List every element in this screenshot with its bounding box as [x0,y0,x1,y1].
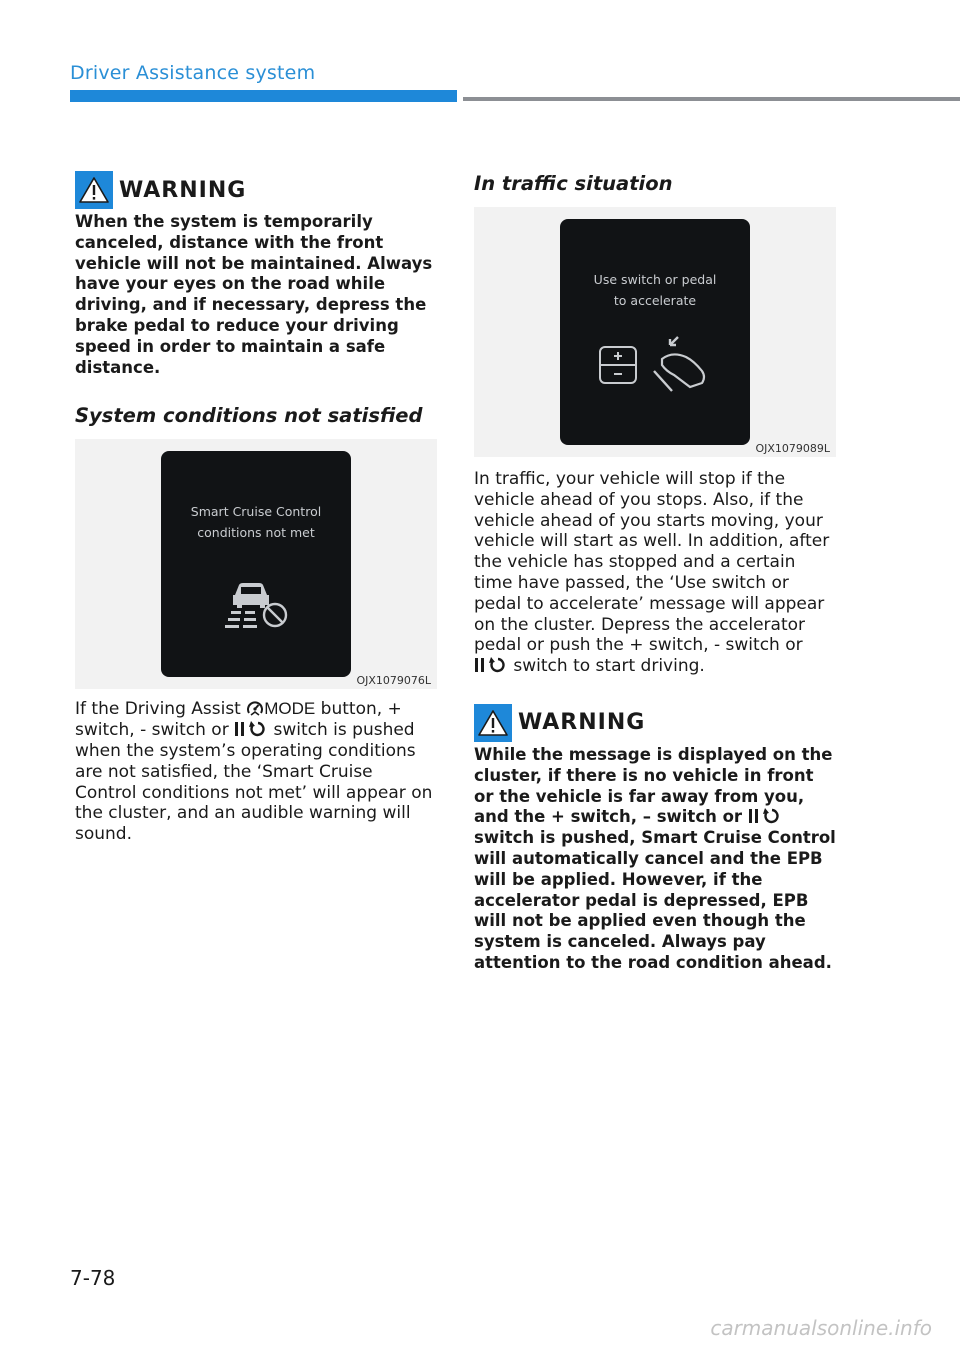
cluster-figure-conditions [75,439,437,689]
warning-triangle-icon [474,704,512,742]
body-text-part: switch is pushed when the system’s operating conditions are not satisfied, the ‘Smart Cruise Control conditions not met’ will appear on the cluster, and an audible warning will sound. [75,720,433,845]
header-title: Driver Assistance system [70,62,316,84]
conditions-body-text [75,699,437,845]
warning-label: WARNING [119,177,247,203]
warning-label: WARNING [518,710,646,736]
cluster-figure-traffic [474,207,836,457]
page-number: 7-78 [70,1266,116,1290]
warning-triangle-icon [75,171,113,209]
section-title-traffic: In traffic situation [474,172,673,195]
cluster-message: Use switch or pedal to accelerate [593,272,717,308]
warning-text-part: While the message is displayed on the cluster, if there is no vehicle in front or the vehicle is far away from you, and the + switch, – switch or [474,744,833,827]
switch-icon [598,345,638,385]
warning-text-part: switch is pushed, Smart Cruise Control will automatically cancel and the EPB will be applied. However, if the accelerator pedal is depressed, EPB will not be applied even though the system is canceled. Always pay attention to the road condition ahead. [474,828,836,972]
watermark: carmanualsonline.info [710,1316,932,1340]
body-text-part: button, + switch, - switch or [75,699,402,741]
resume-switch-icon [474,656,508,674]
cluster-screen [560,219,750,445]
cluster-screen [161,451,351,677]
resume-switch-icon [748,807,782,825]
warning-header [474,703,836,743]
cluster-message: Smart Cruise Control conditions not met [190,504,322,541]
mode-button-label: MODE [264,699,316,719]
left-column [75,170,437,845]
body-text-part: switch to start driving. [508,656,705,677]
figure-code: OJX1079076L [356,674,431,688]
accelerator-pedal-icon [648,331,714,393]
body-text-part: If the Driving Assist [75,699,247,720]
header-accent-bar [70,90,457,102]
warning-header [75,170,437,210]
car-cancel-icon [225,577,293,631]
traffic-body-text [474,469,836,677]
right-column [474,172,836,974]
section-title-conditions: System conditions not satisfied [75,404,423,428]
figure-code: OJX1079089L [755,442,830,455]
driving-assist-icon [246,700,264,717]
body-text-part: In traffic, your vehicle will stop if the vehicle ahead of you stops. Also, if the vehicle ahead of you starts moving, your vehicle will start as well. In addition, after the vehicle has stopped and a certain time have passed, the ‘Use switch or pedal to accelerate’ message will appear on the cluster. Depress the accelerator pedal or push the + switch, - switch or [474,469,830,656]
resume-switch-icon [234,720,268,738]
header-divider [463,97,960,101]
warning-text: When the system is temporarily canceled, distance with the front vehicle will not be maintained. Always have your eyes on the road while driving, and if necessary, depress the brake pedal to reduce your driving speed in order to maintain a safe distance. [75,212,433,377]
warning-text [474,745,836,974]
